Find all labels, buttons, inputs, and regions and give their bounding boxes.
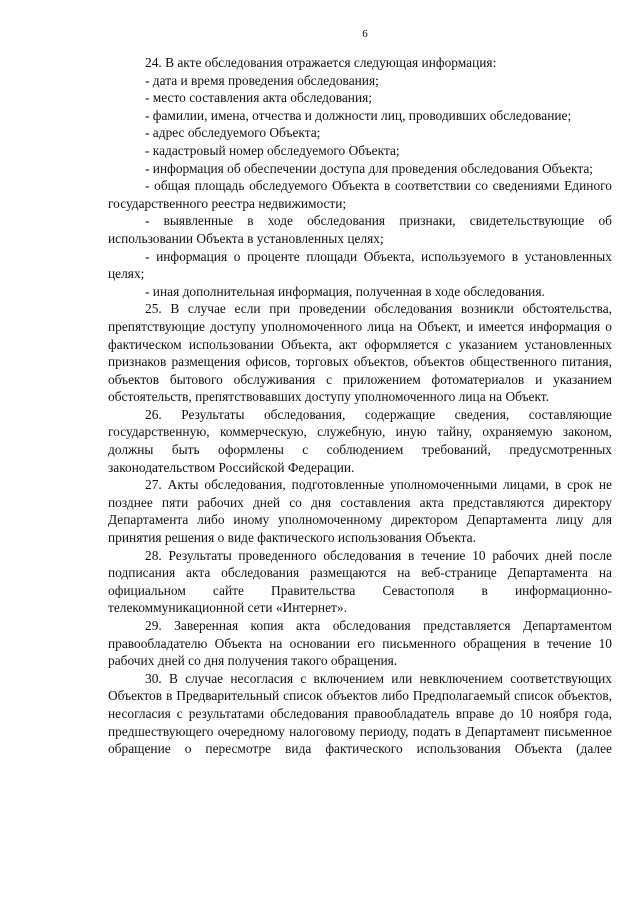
list-item-cadastral-number: - кадастровый номер обследуемого Объекта; bbox=[145, 142, 400, 158]
paragraph-29: 29. Заверенная копия акта обследования представляется Департаментом правообладателю Объекта на основании его письменного обращения в течение 10 рабочих дней со дня получения такого обращения. bbox=[108, 618, 612, 669]
list-item-signs: - выявленные в ходе обследования признаки, свидетельствующие об использовании Объекта в установленных целях; bbox=[108, 213, 612, 246]
list-item-access: - информация об обеспечении доступа для проведения обследования Объекта; bbox=[145, 160, 594, 176]
list-item-date-time: - дата и время проведения обследования; bbox=[145, 72, 379, 88]
list-item-place: - место составления акта обследования; bbox=[145, 90, 372, 106]
paragraph-25: 25. В случае если при проведении обследования возникли обстоятельства, препятствующие доступу уполномоченного лица на Объект, и имеется информация о фактическом использовании Объекта, акт оформляется с указанием установленных признаков размещения офисов, торговых объектов, объектов общественного питания, объектов бытового обслуживания с приложением фотоматериалов и указанием обстоятельств, препятствовавших доступу уполномоченного лица на Объект. bbox=[108, 301, 612, 405]
list-item-area-percent: - информация о проценте площади Объекта, используемого в установленных целях; bbox=[108, 248, 612, 282]
list-item-names: - фамилии, имена, отчества и должности лиц, проводивших обследование; bbox=[145, 107, 572, 123]
paragraph-27: 27. Акты обследования, подготовленные уполномоченными лицами, в срок не позднее пяти рабочих дней со дня составления акта представляются директору Департамента либо иному уполномоченному директором Департамента лицу для принятия решения о виде фактического использования Объекта. bbox=[108, 477, 612, 546]
page-number: 6 bbox=[362, 28, 368, 40]
list-item-address: - адрес обследуемого Объекта; bbox=[145, 125, 321, 141]
list-item-other-info: - иная дополнительная информация, полученная в ходе обследования. bbox=[145, 283, 545, 299]
list-item-area: - общая площадь обследуемого Объекта в соответствии со сведениями Единого государственного реестра недвижимости; bbox=[108, 178, 612, 211]
paragraph-30: 30. В случае несогласия с включением или невключением соответствующих Объектов в Предварительный список объектов либо Предполагаемый список объектов, несогласия с результатами обследования правообладатель вправе до 10 ноября года, предшествующего очередному налоговому периоду, подать в Департамент письменное обращение о пересмотре вида фактического использования Объекта (далее bbox=[108, 670, 612, 757]
paragraph-26: 26. Результаты обследования, содержащие сведения, составляющие государственную, коммерческую, служебную, иную тайну, охраняемую законом, должны быть оформлены с соблюдением требований, предусмотренных законодательством Российской Федерации. bbox=[108, 406, 612, 475]
paragraph-24-heading: 24. В акте обследования отражается следующая информация: bbox=[145, 55, 497, 70]
paragraph-28: 28. Результаты проведенного обследования в течение 10 рабочих дней после подписания акта обследования размещаются на веб-странице Департамента на официальном сайте Правительства Севастополя в информационно-телекоммуникационной сети «Интернет». bbox=[108, 547, 612, 616]
